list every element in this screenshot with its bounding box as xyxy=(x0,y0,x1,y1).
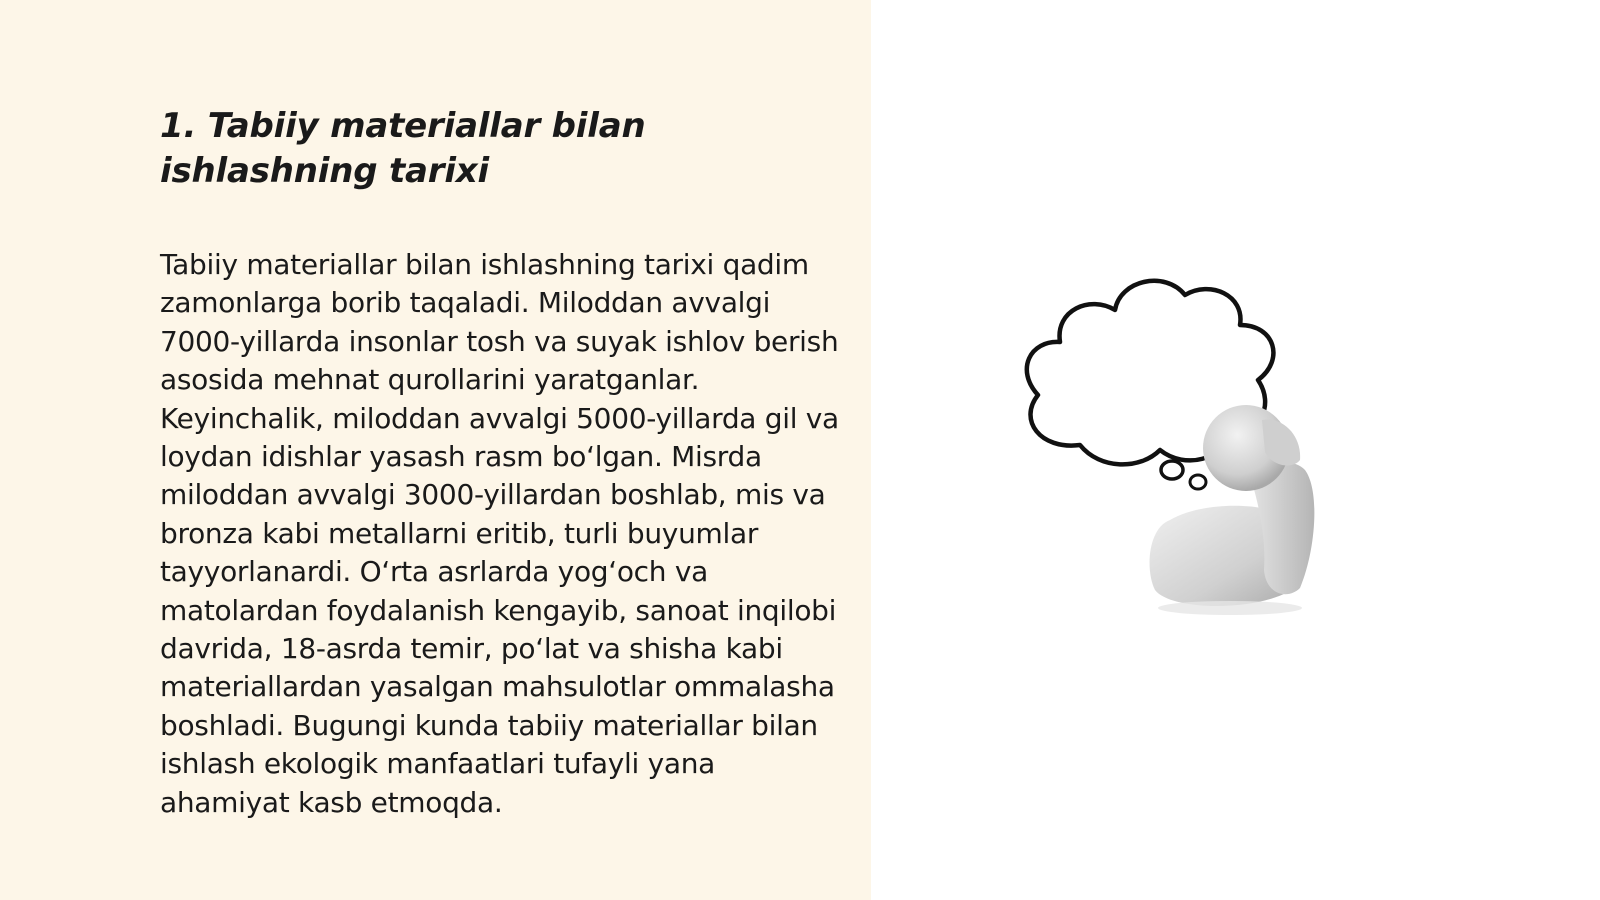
slide-body-text: Tabiiy materiallar bilan ishlashning tarixi qadim zamonlarga borib taqaladi. Miloddan avvalgi 7000-yillarda insonlar tosh va suyak ishlov berish asosida mehnat qurollarini yaratganlar. Keyinchalik, miloddan avvalgi 5000-yillarda gil va loydan idishlar yasash rasm bo‘lgan. Misrda miloddan avvalgi 3000-yillardan boshlab, mis va bronza kabi metallarni eritib, turli buyumlar tayyorlanardi. O‘rta asrlarda yog‘och va matolardan foydalanish kengayib, sanoat inqilobi davrida, 18-asrda temir, po‘lat va shisha kabi materiallardan yasalgan mahsulotlar ommalasha boshladi. Bugungi kunda tabiiy materiallar bilan ishlash ekologik manfaatlari tufayli yana ahamiyat kasb etmoqda. xyxy=(160,248,839,819)
slide-title: 1. Tabiiy materiallar bilan ishlashning tarixi xyxy=(160,106,646,191)
thinking-person-icon xyxy=(1020,270,1360,630)
